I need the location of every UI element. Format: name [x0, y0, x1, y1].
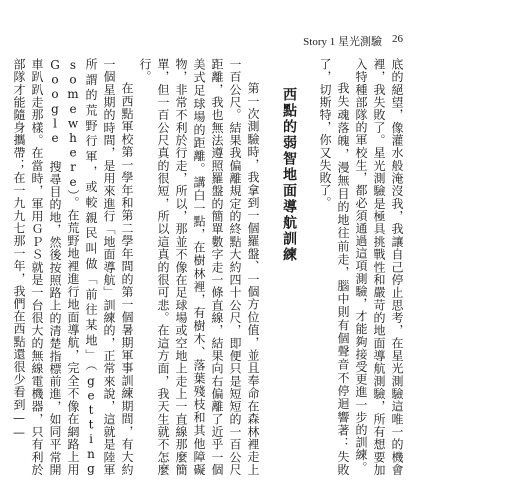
body-text: [10, 58, 406, 476]
running-title: Story 1 星光測驗: [303, 36, 382, 48]
paragraph: 在西點軍校第一學年和第二學年間的第一個暑期軍事訓練期間，有大約一個星期的時間，是用來進行「地面導航」訓練的，正常來說，這就是陸軍所謂的荒野行軍，或較親民叫做「前往某地」（getting somewhere）。在荒野地裡進行地面導航，完全不像在網路上用 Google 搜尋目的地，然後按照路上的清楚指標前進，如同平常開車趴趴走那樣。在當時，軍用ＧＰＳ就是一台很大的無線電機器，只有利於部隊才能隨身攜帶；在一九九七那一年，我們在西點還很少看到——: [12, 58, 134, 476]
page-number: 26: [392, 33, 403, 45]
paragraph: 底的絕望，像灌水般淹沒我，我讓自己停止思考，在星光測驗這唯一的機會裡，我失敗了。星光測驗是極具挑戰性和嚴苛的地面導航測驗，所有想要加入特種部隊的軍校生，都必須通過這項測驗，才能夠接受更進一步的訓練。: [354, 58, 404, 476]
paragraph: 第一次測驗時，我拿到一個羅盤、一個方位值，並且奉命在森林裡走上一百公尺。結果我偏離規定的終點大約四十公尺，即便只是短短的一百公尺距離，我也無法遵照羅盤的簡單數字走一條直線，結果向右偏離了近乎一個美式足球場的距離。講白一點，在樹林裡，有樹木、落葉殘枝和其他障礙物，非常不利於行走，所以，那並不像在足球場或空地上走上一直線那麼簡單，但一百公尺真的很短，所以這真的很可悲。在這方面，我天生就不怎麼行。: [138, 58, 260, 476]
paragraph: 我失魂落魄，漫無目的地往前走，腦中則有個聲音不停迴響著：失敗了，切斯特，你又失敗了。: [318, 58, 350, 476]
section-heading: 西點的弱智地面導航訓練: [281, 87, 297, 264]
